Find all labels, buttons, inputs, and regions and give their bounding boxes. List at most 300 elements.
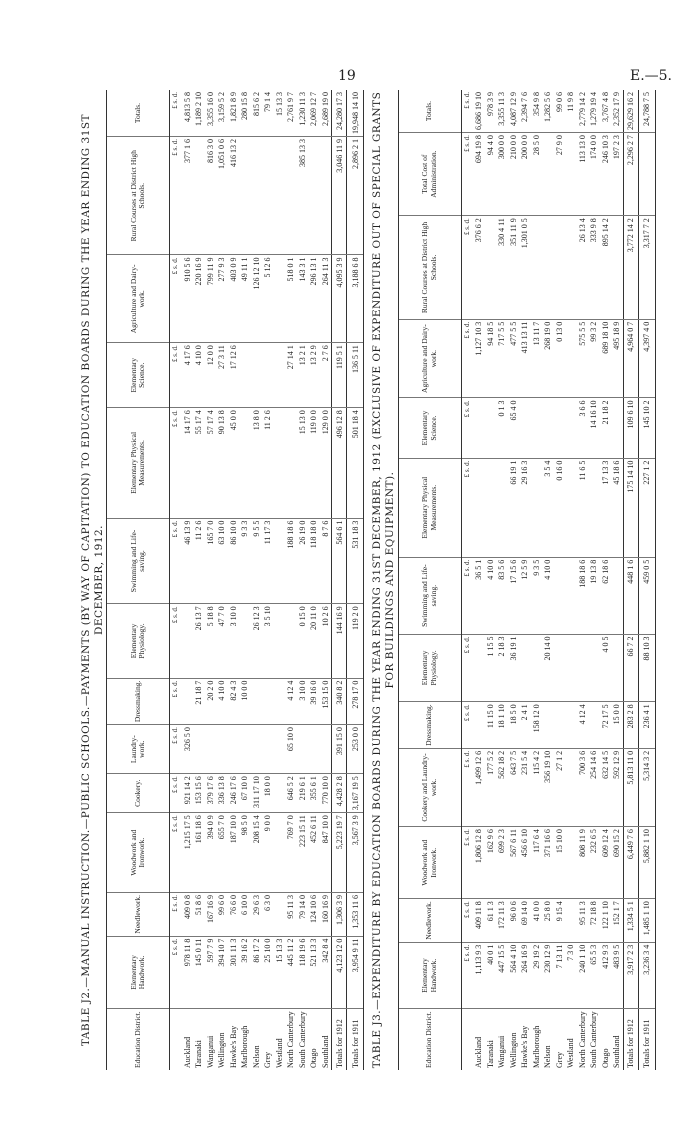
value-cell: 13 2 1	[297, 343, 309, 408]
value-cell	[554, 557, 566, 634]
column-header: Totals.	[398, 90, 461, 133]
value-cell: 447 15 5	[496, 942, 508, 1009]
value-cell: 232 6 5	[588, 827, 600, 899]
value-cell	[285, 604, 297, 678]
value-cell: 230 12 9	[542, 942, 554, 1009]
value-cell	[262, 678, 274, 724]
value-cell: 119 2 0	[347, 604, 364, 678]
value-cell: 808 11 9	[577, 827, 589, 899]
value-cell: 7 13 11	[554, 942, 566, 1009]
value-cell: 7 3 0	[565, 942, 577, 1009]
value-cell: 799 11 9	[205, 255, 217, 343]
value-cell: 1,051 0 6	[216, 137, 228, 255]
value-cell	[239, 343, 251, 408]
value-cell: 25 10 0	[262, 936, 274, 1009]
value-cell: £ s. d.	[461, 899, 473, 943]
value-cell	[531, 458, 543, 557]
value-cell	[285, 137, 297, 255]
value-cell: 597 7 9	[205, 936, 217, 1009]
column-header: Dressmaking.	[107, 678, 170, 724]
value-cell: 24,280 17 3	[332, 90, 347, 137]
value-cell: 6,449 7 6	[623, 827, 638, 899]
table-j2	[106, 90, 364, 1070]
table-row	[496, 90, 508, 1070]
value-cell: 8 7 6	[320, 518, 332, 604]
value-cell: 3 5 4	[542, 458, 554, 557]
value-cell: 5 12 6	[262, 255, 274, 343]
value-cell: 95 11 3	[285, 893, 297, 937]
value-cell	[531, 216, 543, 320]
district-cell: North Canterbury	[286, 1011, 296, 1068]
value-cell: 6,686 19 10	[473, 90, 485, 133]
total-row-1912	[623, 90, 638, 1070]
value-cell: 187 10 0	[228, 813, 240, 893]
value-cell: 10 2 6	[320, 604, 332, 678]
value-cell: 3 10 0	[297, 678, 309, 724]
value-cell: 3,159 5 2	[216, 90, 228, 137]
value-cell: £ s. d.	[170, 604, 182, 678]
table-row	[262, 90, 274, 1070]
value-cell: 385 13 3	[297, 137, 309, 255]
value-cell: 1,499 12 6	[473, 748, 485, 826]
district-cell: Wanganui	[497, 1035, 506, 1068]
value-cell: 14 17 6	[182, 408, 194, 518]
value-cell: 0 16 0	[554, 458, 566, 557]
value-cell	[565, 899, 577, 943]
value-cell: 4 10 0	[542, 557, 554, 634]
value-cell: £ s. d.	[461, 702, 473, 748]
value-cell: 1,189 2 10	[193, 90, 205, 137]
table-row	[531, 90, 543, 1070]
value-cell: 2 4 1	[519, 702, 531, 748]
value-cell: 15 13 3	[274, 936, 286, 1009]
value-cell: £ s. d.	[170, 408, 182, 518]
value-cell: 143 3 1	[297, 255, 309, 343]
value-cell: 330 4 11	[496, 216, 508, 320]
district-cell: Taranaki	[194, 1040, 204, 1068]
value-cell	[205, 725, 217, 774]
value-cell: 1,215 17 5	[182, 813, 194, 893]
value-cell	[485, 216, 497, 320]
table-j3-title: TABLE J3.—EXPENDITURE BY EDUCATION BOARDS DURING THE YEAR ENDING 31ST DECEMBER, 1912 (EXCLUSIVE OF EXPENDITURE OUT OF SPECIAL GRANTS FOR BUILDINGS AND EQUIPMENT).	[371, 91, 397, 1069]
value-cell: 62 18 6	[600, 557, 612, 634]
value-cell: 65 10 0	[285, 725, 297, 774]
value-cell	[239, 137, 251, 255]
value-cell: 394 10 7	[216, 936, 228, 1009]
value-cell	[320, 137, 332, 255]
total-row-1912	[332, 90, 347, 1070]
value-cell	[588, 634, 600, 702]
value-cell: £ s. d.	[170, 255, 182, 343]
value-cell: 2,761 9 7	[285, 90, 297, 137]
value-cell	[251, 678, 263, 724]
value-cell: 167 16 9	[205, 893, 217, 937]
value-cell: 5,813 11 0	[623, 748, 638, 826]
value-cell: 118 18 0	[308, 518, 320, 604]
value-cell: 0 1 3	[496, 398, 508, 458]
value-cell: 354 9 8	[531, 90, 543, 133]
district-cell: Wellington	[508, 1032, 518, 1068]
value-cell: 518 0 1	[285, 255, 297, 343]
value-cell: 351 11 9	[508, 216, 520, 320]
value-cell	[228, 725, 240, 774]
value-cell	[193, 137, 205, 255]
value-cell: 4,095 3 9	[332, 255, 347, 343]
value-cell	[531, 634, 543, 702]
value-cell: 1,306 3 9	[332, 893, 347, 937]
value-cell: 296 13 1	[308, 255, 320, 343]
value-cell: 483 9 5	[611, 942, 623, 1009]
value-cell: 3,767 4 8	[600, 90, 612, 133]
value-cell: 117 6 4	[531, 827, 543, 899]
value-cell	[588, 702, 600, 748]
total-row-1911	[638, 90, 655, 1070]
value-cell: 391 15 0	[332, 725, 347, 774]
value-cell: 188 18 6	[577, 557, 589, 634]
value-cell	[274, 137, 286, 255]
value-cell	[554, 398, 566, 458]
value-cell: 45 0 0	[228, 408, 240, 518]
value-cell: 145 0 11	[193, 936, 205, 1009]
value-cell: 86 17 2	[251, 936, 263, 1009]
value-cell	[565, 827, 577, 899]
value-cell: £ s. d.	[170, 936, 182, 1009]
value-cell: 3,317 7 2	[638, 216, 655, 320]
value-cell: 20 11 0	[308, 604, 320, 678]
district-cell: Auckland	[474, 1036, 483, 1068]
value-cell	[262, 725, 274, 774]
value-cell: 122 1 10	[600, 899, 612, 943]
value-cell: 11 6 5	[577, 458, 589, 557]
value-cell: 24,788 7 5	[638, 90, 655, 133]
value-cell: 145 10 2	[638, 398, 655, 458]
value-cell	[473, 398, 485, 458]
value-cell	[496, 458, 508, 557]
value-cell: 409 0 8	[182, 893, 194, 937]
value-cell: 66 19 1	[508, 458, 520, 557]
value-cell	[485, 458, 497, 557]
value-cell: 124 10 6	[308, 893, 320, 937]
value-cell: 278 17 0	[347, 678, 364, 724]
table-j2-title: TABLE J2.—MANUAL INSTRUCTION.—PUBLIC SCHOOLS.—PAYMENTS (BY WAY OF CAPITATION) TO EDUCATION BOARDS DURING THE YEAR ENDING 31ST DECEMBER, 1912.	[80, 113, 106, 1047]
district-cell: Totals for 1912	[332, 1009, 347, 1070]
value-cell	[251, 725, 263, 774]
column-header: Laundry-work.	[107, 725, 170, 774]
column-header: Dressmaking.	[398, 702, 461, 748]
value-cell: 5,882 1 10	[638, 827, 655, 899]
value-cell: 452 6 11	[308, 813, 320, 893]
value-cell: 29 6 3	[251, 893, 263, 937]
value-cell: 144 16 9	[332, 604, 347, 678]
value-cell: 172 11 3	[496, 899, 508, 943]
value-cell: 11 2 6	[193, 518, 205, 604]
value-cell: 416 13 2	[228, 137, 240, 255]
column-header: Total Cost of Administration.	[398, 133, 461, 216]
value-cell: 643 7 5	[508, 748, 520, 826]
value-cell: 12 5 9	[519, 557, 531, 634]
value-cell: £ s. d.	[170, 343, 182, 408]
value-cell: 4 12 4	[285, 678, 297, 724]
value-cell: 254 14 6	[588, 748, 600, 826]
value-cell: £ s. d.	[461, 557, 473, 634]
value-cell: 910 5 6	[182, 255, 194, 343]
value-cell: 3,917 2 3	[623, 942, 638, 1009]
value-cell: 501 18 4	[347, 408, 364, 518]
column-header: Cookery.	[107, 774, 170, 813]
value-cell	[611, 398, 623, 458]
value-cell: £ s. d.	[461, 133, 473, 216]
value-cell	[565, 634, 577, 702]
value-cell: 394 0 9	[205, 813, 217, 893]
value-cell	[485, 398, 497, 458]
value-cell: £ s. d.	[170, 678, 182, 724]
value-cell: 567 6 11	[508, 827, 520, 899]
value-cell: 694 19 8	[473, 133, 485, 216]
value-cell	[274, 725, 286, 774]
column-header: Rural Courses at District High Schools.	[398, 216, 461, 320]
value-cell	[274, 518, 286, 604]
value-cell: 210 0 0	[508, 133, 520, 216]
value-cell: 4 10 0	[485, 557, 497, 634]
value-cell: 98 5 0	[239, 813, 251, 893]
value-cell: 268 19 0	[542, 319, 554, 398]
value-cell	[251, 343, 263, 408]
value-cell: 3,355 16 0	[205, 90, 217, 137]
value-cell: 236 4 1	[638, 702, 655, 748]
value-cell: 26 19 0	[297, 518, 309, 604]
value-cell: 6 3 0	[262, 893, 274, 937]
value-cell	[542, 398, 554, 458]
value-cell: 208 15 4	[251, 813, 263, 893]
value-cell: 575 5 5	[577, 319, 589, 398]
table-row	[508, 90, 520, 1070]
district-cell: Southland	[320, 1035, 330, 1068]
column-header: Woodwork and Ironwork.	[398, 827, 461, 899]
column-header: Rural Courses at District High Schools.	[107, 137, 170, 255]
value-cell: £ s. d.	[461, 398, 473, 458]
column-header: Swimming and Life-saving.	[398, 557, 461, 634]
value-cell: 160 16 9	[320, 893, 332, 937]
value-cell: 19,948 14 10	[347, 90, 364, 137]
value-cell: 14 16 10	[588, 398, 600, 458]
value-cell: 41 0 0	[531, 899, 543, 943]
value-cell: 55 17 4	[193, 408, 205, 518]
value-cell	[611, 216, 623, 320]
value-cell: 158 12 0	[531, 702, 543, 748]
value-cell: 227 1 2	[638, 458, 655, 557]
value-cell: 1,230 11 3	[297, 90, 309, 137]
value-cell: 379 17 6	[205, 774, 217, 813]
value-cell: £ s. d.	[170, 774, 182, 813]
value-cell	[565, 458, 577, 557]
value-cell: 66 7 2	[623, 634, 638, 702]
value-cell: 15 13 0	[297, 408, 309, 518]
value-cell: 4,964 0 7	[623, 319, 638, 398]
district-cell: Auckland	[182, 1036, 192, 1068]
district-cell: Grey	[263, 1052, 273, 1068]
value-cell: 219 6 1	[297, 774, 309, 813]
value-cell	[531, 398, 543, 458]
value-cell: 246 17 6	[228, 774, 240, 813]
value-cell: 12 0 0	[205, 343, 217, 408]
value-cell	[274, 343, 286, 408]
column-header: Swimming and Life-saving.	[107, 518, 170, 604]
value-cell: 21 18 7	[193, 678, 205, 724]
value-cell	[274, 774, 286, 813]
page-reference: E.—5.	[629, 68, 672, 84]
value-cell	[193, 725, 205, 774]
value-cell: 20 2 0	[205, 678, 217, 724]
value-cell: 177 5 2	[485, 748, 497, 826]
value-cell: 240 1 10	[577, 942, 589, 1009]
value-cell: 1,821 8 9	[228, 90, 240, 137]
value-cell: £ s. d.	[461, 748, 473, 826]
value-cell: 69 14 0	[519, 899, 531, 943]
value-cell: 26 12 3	[251, 604, 263, 678]
value-cell: 283 2 8	[623, 702, 638, 748]
value-cell: 57 17 4	[205, 408, 217, 518]
value-cell: 264 11 3	[320, 255, 332, 343]
value-cell: 0 15 0	[297, 604, 309, 678]
value-cell: 3,167 19 5	[347, 774, 364, 813]
value-cell: 978 11 8	[182, 936, 194, 1009]
value-cell: 129 0 0	[320, 408, 332, 518]
value-cell: 6 10 0	[239, 893, 251, 937]
table-row	[308, 90, 320, 1070]
value-cell: 96 0 6	[508, 899, 520, 943]
column-header: Elementary Physical Measurements.	[398, 458, 461, 557]
table-row	[228, 90, 240, 1070]
value-cell: 19 13 8	[588, 557, 600, 634]
value-cell: 2,779 14 2	[577, 90, 589, 133]
value-cell: 136 5 11	[347, 343, 364, 408]
value-cell: 99 0 6	[554, 90, 566, 133]
value-cell: 699 2 3	[496, 827, 508, 899]
value-cell: 592 12 9	[611, 748, 623, 826]
value-cell: £ s. d.	[170, 725, 182, 774]
value-cell: 5,314 3 2	[638, 748, 655, 826]
value-cell: 978 3 9	[485, 90, 497, 133]
value-cell	[216, 725, 228, 774]
value-cell: 13 11 7	[531, 319, 543, 398]
district-cell: Southland	[612, 1035, 621, 1068]
value-cell	[565, 557, 577, 634]
value-cell: 2,689 19 0	[320, 90, 332, 137]
value-cell	[565, 748, 577, 826]
value-cell: 76 6 0	[228, 893, 240, 937]
value-cell: 1,282 5 6	[542, 90, 554, 133]
value-cell: 18 5 0	[508, 702, 520, 748]
value-cell	[577, 634, 589, 702]
column-header: Cookery and Laundry-work.	[398, 748, 461, 826]
value-cell	[182, 604, 194, 678]
value-cell: 1,279 19 4	[588, 90, 600, 133]
value-cell: 1,127 10 3	[473, 319, 485, 398]
value-cell: 2,394 7 6	[519, 90, 531, 133]
value-cell: 223 15 11	[297, 813, 309, 893]
value-cell: 109 6 10	[623, 398, 638, 458]
value-cell: 94 4 0	[485, 133, 497, 216]
district-cell: Nelson	[543, 1045, 552, 1068]
value-cell: 895 14 2	[600, 216, 612, 320]
table-row	[320, 90, 332, 1070]
value-cell: 1,334 5 1	[623, 899, 638, 943]
value-cell: 40 0 1	[485, 942, 497, 1009]
value-cell	[588, 458, 600, 557]
value-cell: 340 8 2	[332, 678, 347, 724]
value-cell: 4 17 6	[182, 343, 194, 408]
value-cell	[274, 813, 286, 893]
value-cell: 25 8 0	[542, 899, 554, 943]
district-cell: Totals for 1911	[638, 1009, 655, 1070]
table-row	[193, 90, 205, 1070]
value-cell: 4 10 0	[193, 343, 205, 408]
district-cell	[461, 1009, 473, 1070]
value-cell: 403 0 9	[228, 255, 240, 343]
value-cell: 65 5 3	[588, 942, 600, 1009]
column-header: Agriculture and Dairy-work.	[398, 319, 461, 398]
value-cell: 3,355 11 3	[496, 90, 508, 133]
value-cell: 79 1 4	[262, 90, 274, 137]
value-cell: 246 10 3	[600, 133, 612, 216]
table-row	[565, 90, 577, 1070]
value-cell: 2,896 2 1	[347, 137, 364, 255]
table-row	[600, 90, 612, 1070]
value-cell: 86 10 0	[228, 518, 240, 604]
value-cell	[320, 725, 332, 774]
value-cell: 99 6 0	[216, 893, 228, 937]
value-cell: 3 6 6	[577, 398, 589, 458]
value-cell: 26 13 4	[577, 216, 589, 320]
column-header: Needlework.	[398, 899, 461, 943]
value-cell: 152 1 7	[611, 899, 623, 943]
value-cell	[611, 557, 623, 634]
value-cell: 9 3 5	[531, 557, 543, 634]
value-cell: £ s. d.	[170, 813, 182, 893]
value-cell: £ s. d.	[461, 90, 473, 133]
column-header: Elementary Handwork.	[107, 936, 170, 1009]
value-cell: 495 18 9	[611, 319, 623, 398]
value-cell: 769 7 0	[285, 813, 297, 893]
value-cell: 51 8 6	[193, 893, 205, 937]
value-cell: 47 7 0	[216, 604, 228, 678]
district-cell: Wanganui	[205, 1035, 215, 1068]
value-cell: 847 10 0	[320, 813, 332, 893]
value-cell: 153 15 0	[320, 678, 332, 724]
value-cell: 921 14 2	[182, 774, 194, 813]
value-cell: 5 18 8	[205, 604, 217, 678]
table-row	[611, 90, 623, 1070]
district-cell: Wellington	[217, 1032, 227, 1068]
value-cell: 4,428 2 8	[332, 774, 347, 813]
value-cell: 277 9 3	[216, 255, 228, 343]
value-cell: 94 18 5	[485, 319, 497, 398]
value-cell	[239, 604, 251, 678]
value-cell: 27 1 2	[554, 748, 566, 826]
value-cell: 9 3 3	[239, 518, 251, 604]
value-cell: 3,954 9 11	[347, 936, 364, 1009]
value-cell: 39 16 2	[239, 936, 251, 1009]
table-row	[182, 90, 194, 1070]
value-cell: 26 13 7	[193, 604, 205, 678]
value-cell: 2 18 3	[496, 634, 508, 702]
value-cell: 29,629 16 2	[623, 90, 638, 133]
value-cell: 174 0 0	[588, 133, 600, 216]
value-cell	[274, 893, 286, 937]
value-cell: 456 6 10	[519, 827, 531, 899]
value-cell: 689 18 10	[600, 319, 612, 398]
rotated-content	[80, 90, 656, 1070]
